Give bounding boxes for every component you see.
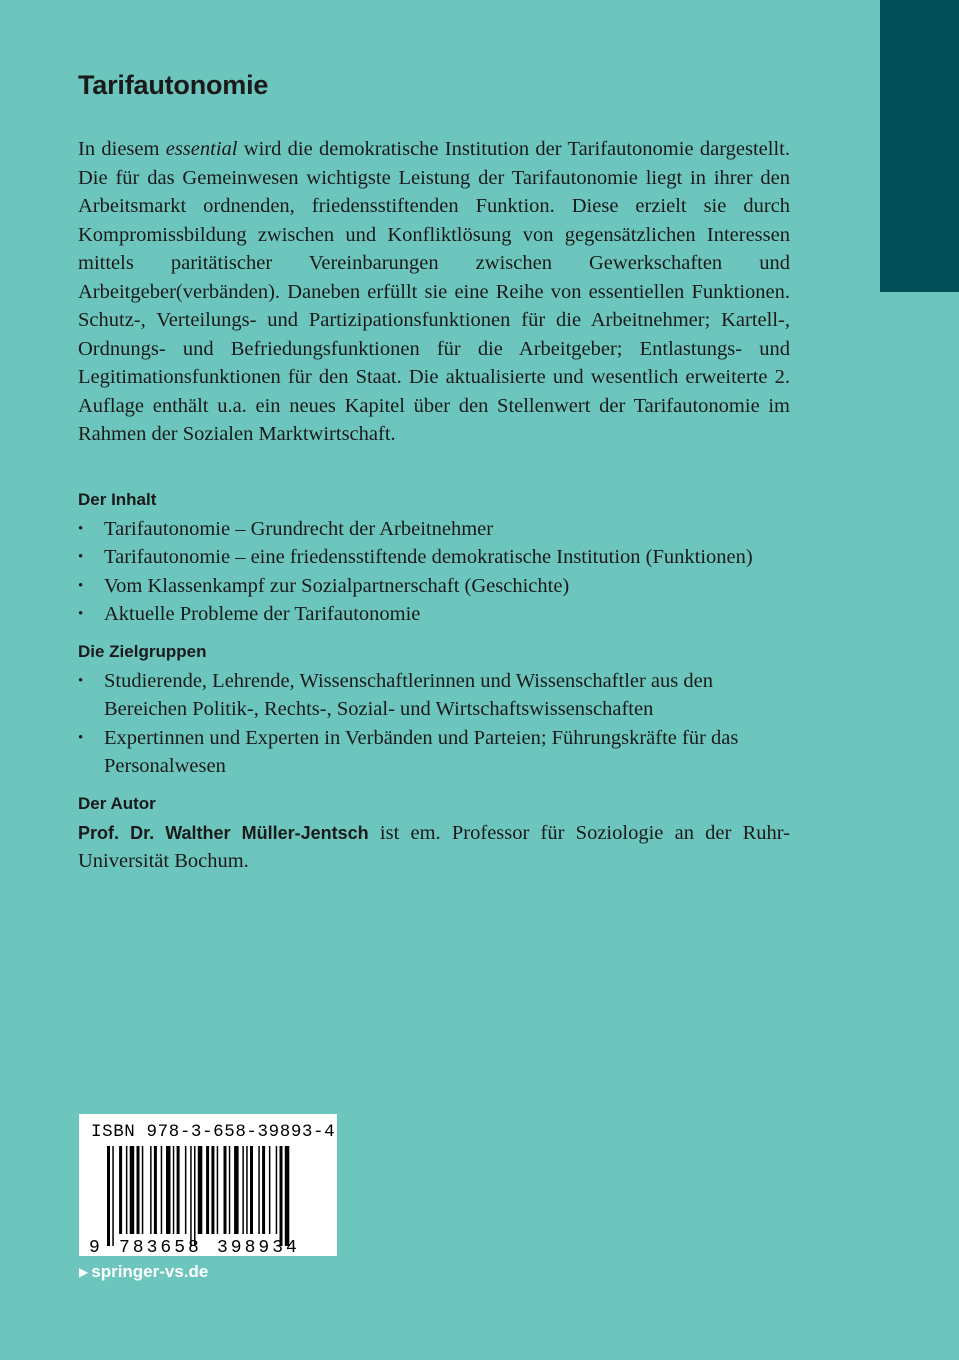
barcode-bar <box>119 1146 122 1234</box>
inhalt-list <box>78 515 790 629</box>
barcode-bar <box>276 1146 278 1234</box>
isbn-digits-left: 783658 <box>119 1238 202 1254</box>
author-name: Prof. Dr. Walther Müller-Jentsch <box>78 822 369 843</box>
barcode-bar <box>126 1146 128 1234</box>
isbn-label: ISBN 978-3-658-39893-4 <box>91 1122 336 1142</box>
barcode-bar <box>224 1146 227 1234</box>
barcode-bar <box>150 1146 152 1234</box>
zielgruppen-list <box>78 667 790 781</box>
list-item: • Aktuelle Probleme der Tarifautonomie <box>78 600 790 629</box>
barcode-bar <box>234 1146 239 1234</box>
author-text: ist em. Professor für Soziologie an der Ruhr-Universität Bochum. <box>78 821 790 872</box>
list-item: • Tarifautonomie – eine friedensstiftende demokratische Institution (Funktionen) <box>78 543 790 572</box>
author-bio <box>78 819 790 876</box>
publisher-url: springer-vs.de <box>91 1262 209 1281</box>
barcode-bar <box>285 1146 290 1246</box>
isbn-barcode-box <box>79 1114 337 1256</box>
blurb-rest: wird die demokratische Institution der Tarifautonomie dargestellt. Die für das Gemeinwesen wichtigste Leistung der Tarifautonomie liegt in ihrer den Arbeitsmarkt ordnenden, friedensstiftenden Funktion. Diese erzielt sie durch Kompromissbildung zwischen und Konfliktlösung von gegensätzlichen Interessen mittels paritätischer Vereinbarungen zwischen Gewerkschaften und Arbeitgeber(verbänden). Daneben erfüllt sie eine Reihe von essentiellen Funktionen. Schutz-, Verteilungs- und Partizipationsfunktionen für die Arbeitnehmer; Kartell-, Ordnungs- und Befriedungsfunktionen für die Arbeitgeber; Entlastungs- und Legitimationsfunktionen für den Staat. Die aktualisierte und wesentlich erweiterte 2. Auflage enthält u.a. ein neues Kapitel über den Stellenwert der Tarifautonomie im Rahmen der Sozialen Marktwirtschaft. <box>78 138 790 445</box>
barcode-bar <box>173 1146 175 1234</box>
barcode-bar <box>262 1146 265 1234</box>
publisher-link[interactable] <box>79 1262 208 1282</box>
list-item: • Tarifautonomie – Grundrecht der Arbeitnehmer <box>78 515 790 544</box>
barcode-bar <box>206 1146 209 1234</box>
play-arrow-icon: ▶ <box>79 1265 89 1279</box>
barcode-bar <box>229 1146 231 1234</box>
book-title: Tarifautonomie <box>78 70 269 100</box>
barcode-bar <box>142 1146 144 1234</box>
barcode-bar <box>137 1146 140 1234</box>
blurb-lead: In diesem <box>78 138 166 160</box>
barcode-bar <box>194 1146 196 1246</box>
barcode-bar <box>185 1146 187 1234</box>
list-item: • Studierende, Lehrende, Wissenschaftlerinnen und Wissenschaftler aus den Bereichen Politik-, Rechts-, Sozial- und Wirtschaftswissenschaften <box>78 667 790 724</box>
barcode-bar <box>177 1146 180 1234</box>
barcode-bar <box>112 1146 114 1246</box>
barcode-bar <box>258 1146 260 1234</box>
list-item: • Vom Klassenkampf zur Sozialpartnerschaft (Geschichte) <box>78 572 790 601</box>
isbn-digit-first: 9 <box>89 1238 100 1254</box>
heading-inhalt: Der Inhalt <box>78 489 157 509</box>
section-zielgruppen <box>78 641 790 781</box>
barcode-bar <box>280 1146 283 1246</box>
barcode-bar <box>166 1146 171 1234</box>
section-autor <box>78 793 790 876</box>
heading-autor: Der Autor <box>78 793 156 813</box>
barcode-bar <box>250 1146 253 1234</box>
blurb-emphasis: essential <box>165 138 238 160</box>
barcode-bar <box>211 1146 214 1234</box>
barcode-bar <box>190 1146 192 1246</box>
cover-color-tab <box>880 0 959 292</box>
section-inhalt <box>78 489 790 629</box>
barcode-bar <box>217 1146 219 1234</box>
barcode-bar <box>269 1146 271 1234</box>
back-cover-text <box>78 70 790 876</box>
isbn-digits-right: 398934 <box>217 1238 300 1254</box>
list-item: • Expertinnen und Experten in Verbänden und Parteien; Führungskräfte für das Personalwesen <box>78 724 790 781</box>
heading-zielgruppen: Die Zielgruppen <box>78 641 207 661</box>
barcode-bar <box>161 1146 163 1234</box>
blurb <box>78 135 790 449</box>
barcode-bar <box>242 1146 244 1234</box>
barcode-bar <box>198 1146 203 1234</box>
barcode-bar <box>246 1146 248 1234</box>
barcode-bar <box>154 1146 157 1234</box>
barcode-bar <box>107 1146 110 1246</box>
barcode-icon <box>89 1146 327 1254</box>
barcode-bar <box>130 1146 135 1234</box>
